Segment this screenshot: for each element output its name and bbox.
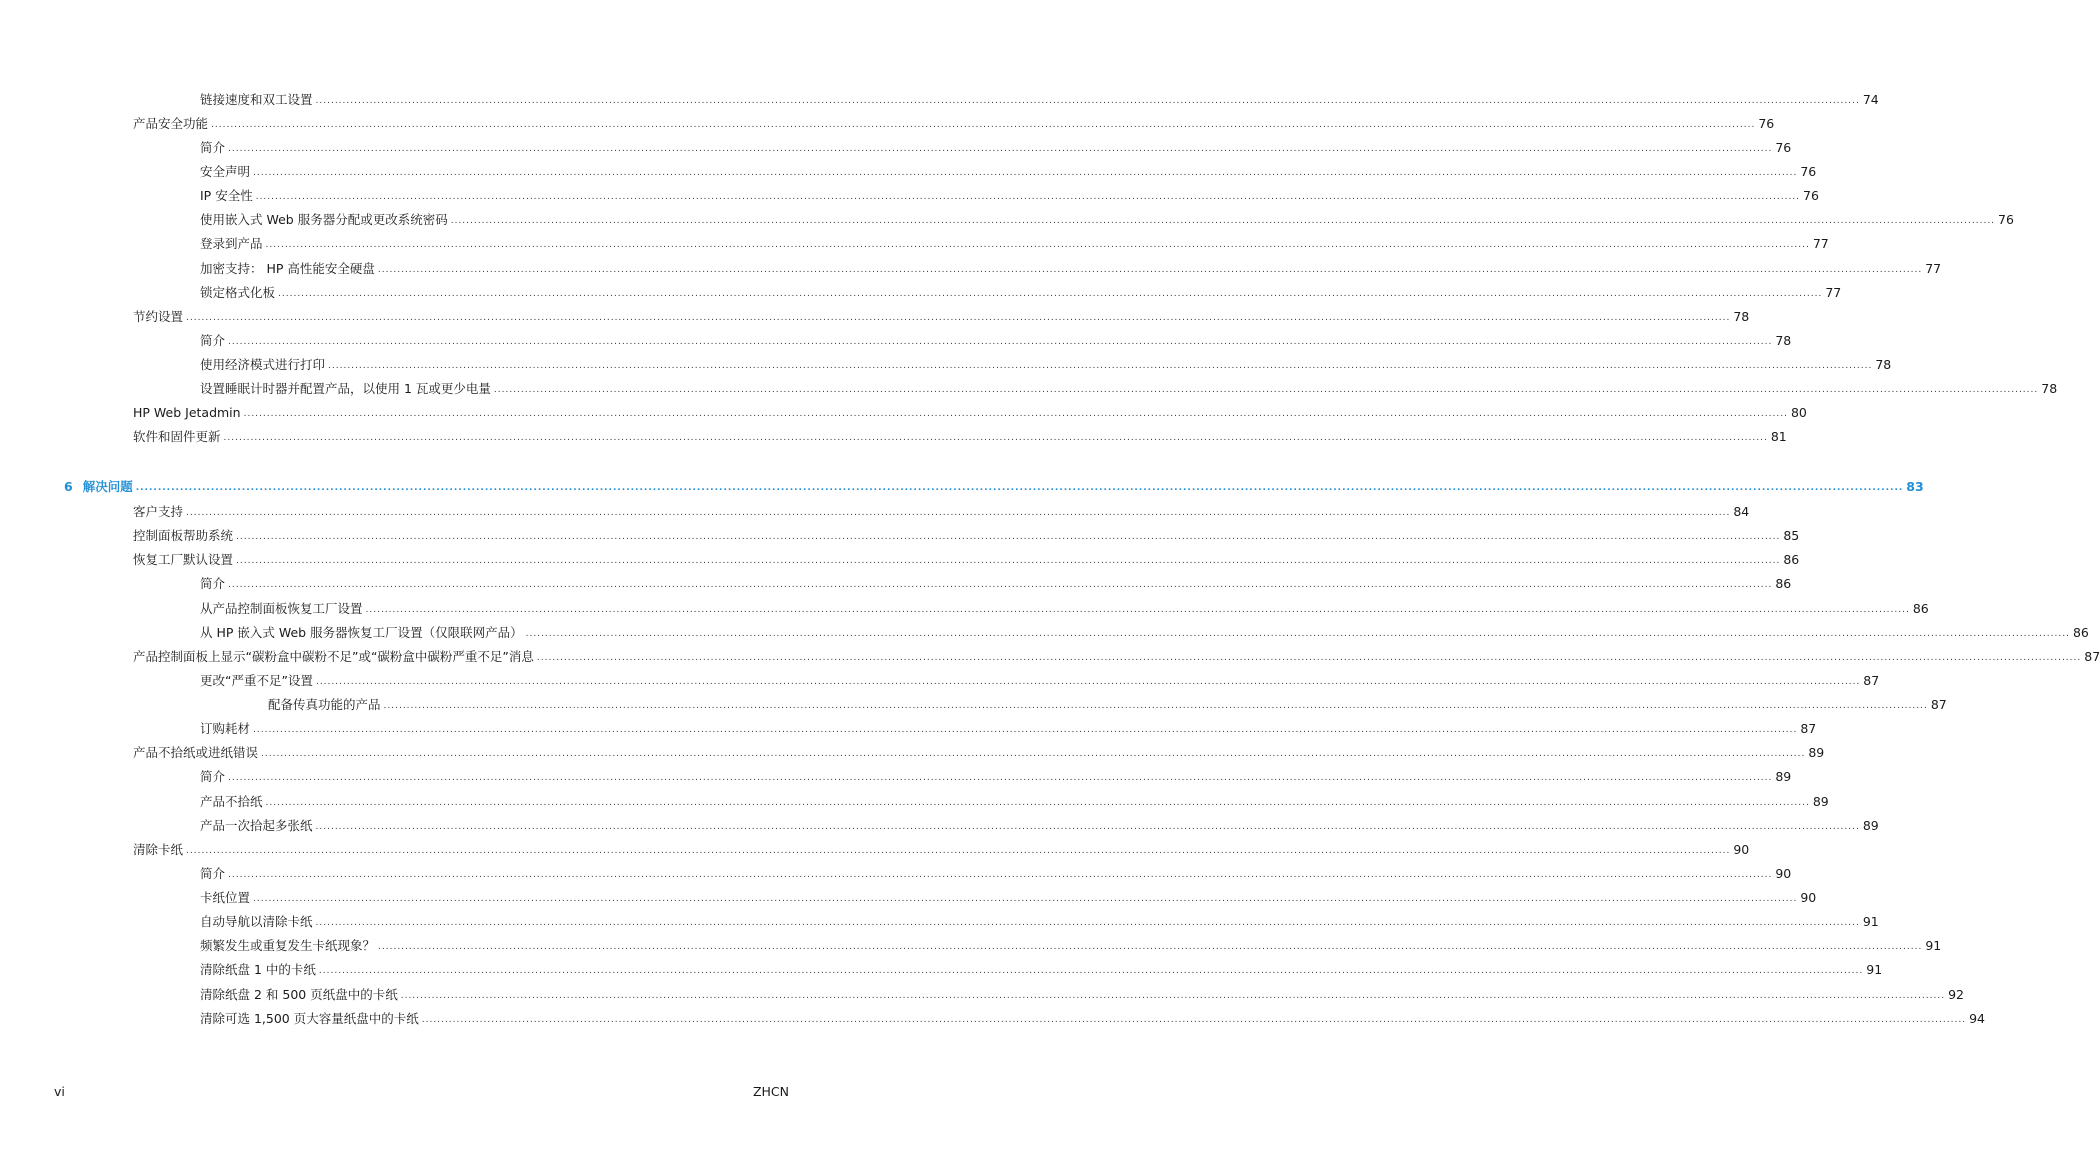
toc-page-number: 87 [2084,649,2100,664]
toc-entry-title: 产品控制面板上显示“碳粉盒中碳粉不足”或“碳粉盒中碳粉严重不足”消息 [133,649,534,664]
toc-entry-title: 卡纸位置 [200,890,251,905]
toc-page-number: 81 [1770,429,1787,444]
toc-page-number: 77 [1925,261,1942,276]
toc-entry-title: 简介 [200,140,226,155]
dot-leader: ................................................................................................................................................................................................................................................................................................................................................................................................................ [228,337,1773,347]
toc-page-number: 77 [1825,285,1842,300]
toc-page-number: 76 [1803,188,1819,203]
toc-page-number: 90 [1733,842,1750,857]
toc-page-number: 86 [2072,625,2089,640]
dot-leader: ................................................................................................................................................................................................................................................................................................................................................................................................................ [236,556,1781,566]
chapter-title: 解决问题 [82,479,133,494]
dot-leader: ................................................................................................................................................................................................................................................................................................................................................................................................................ [365,605,1910,615]
toc-entry-title: 加密支持： HP 高性能安全硬盘 [200,261,375,276]
toc-page-number: 85 [1783,528,1800,543]
dot-leader: ................................................................................................................................................................................................................................................................................................................................................................................................................ [315,677,1861,687]
toc-entry[interactable] [133,524,1800,544]
toc-page-number: 78 [1733,309,1750,324]
toc-page-number: 78 [2041,381,2058,396]
dot-leader: ................................................................................................................................................................................................................................................................................................................................................................................................................ [228,580,1773,590]
toc-entry-title: 安全声明 [200,164,251,179]
toc-entry-title: IP 安全性 [200,188,253,203]
dot-leader: ................................................................................................................................................................................................................................................................................................................................................................................................................ [315,96,1860,106]
dot-leader: ................................................................................................................................................................................................................................................................................................................................................................................................................ [253,725,1798,735]
dot-leader: ................................................................................................................................................................................................................................................................................................................................................................................................................ [228,144,1773,154]
toc-page-number: 74 [1862,92,1879,107]
toc-entry-title: 简介 [200,866,226,881]
toc-page-number: 77 [1812,236,1829,251]
toc-entry-title: 使用经济模式进行打印 [200,357,326,372]
dot-leader: ................................................................................................................................................................................................................................................................................................................................................................................................................ [253,168,1798,178]
page-number: vi [54,1084,65,1099]
dot-leader: ................................................................................................................................................................................................................................................................................................................................................................................................................ [223,433,1768,443]
toc-entry[interactable] [133,548,1800,568]
toc-page-number: 78 [1875,357,1892,372]
toc-entry-title: 自动导航以清除卡纸 [200,914,313,929]
toc-page-number: 89 [1808,745,1825,760]
toc-entry-title: 频繁发生或重复发生卡纸现象？ [200,938,376,953]
toc-entry[interactable] [200,572,1792,592]
toc-entry[interactable] [200,281,1842,301]
toc-page-number: 90 [1800,890,1817,905]
dot-leader: ................................................................................................................................................................................................................................................................................................................................................................................................................ [261,749,1806,759]
toc-page-number: 76 [1998,212,2014,227]
toc-page-number: 86 [1783,552,1800,567]
toc-entry-title: 链接速度和双工设置 [200,92,313,107]
toc-entry[interactable] [200,257,1942,277]
toc-entry[interactable] [133,401,1807,421]
toc-entry[interactable] [133,838,1750,858]
dot-leader: ................................................................................................................................................................................................................................................................................................................................................................................................................ [186,313,1731,323]
dot-leader: ................................................................................................................................................................................................................................................................................................................................................................................................................ [255,192,1801,202]
dot-leader: ................................................................................................................................................................................................................................................................................................................................................................................................................ [265,798,1810,808]
dot-leader: ................................................................................................................................................................................................................................................................................................................................................................................................................ [228,773,1773,783]
toc-entry-title: 简介 [200,576,226,591]
toc-entry[interactable] [200,184,1819,204]
toc-entry-title: 节约设置 [133,309,184,324]
toc-entry-title: 使用嵌入式 Web 服务器分配或更改系统密码 [200,212,448,227]
toc-page-number: 91 [1925,938,1942,953]
toc-page-number: 78 [1775,333,1792,348]
toc-page-number: 94 [1969,1011,1985,1026]
toc-page-number: 86 [1775,576,1792,591]
toc-page-number: 90 [1775,866,1792,881]
toc-entry[interactable] [200,232,1829,252]
toc-entry[interactable] [200,983,1964,1003]
toc-entry[interactable] [200,790,1829,810]
dot-leader: ................................................................................................................................................................................................................................................................................................................................................................................................................ [236,532,1781,542]
toc-entry-title: 产品不拾纸或进纸错误 [133,745,259,760]
dot-leader: ................................................................................................................................................................................................................................................................................................................................................................................................................ [377,265,1923,275]
toc-page-number: 87 [1800,721,1817,736]
dot-leader: ................................................................................................................................................................................................................................................................................................................................................................................................................ [421,1015,1967,1025]
dot-leader: ................................................................................................................................................................................................................................................................................................................................................................................................................ [383,701,1928,711]
dot-leader: ................................................................................................................................................................................................................................................................................................................................................................................................................ [525,629,2070,639]
dot-leader: ................................................................................................................................................................................................................................................................................................................................................................................................................ [265,240,1810,250]
toc-entry-title: 清除纸盘 1 中的卡纸 [200,962,316,977]
toc-entry[interactable] [200,765,1792,785]
toc-entry-title: 配备传真功能的产品 [268,697,381,712]
toc-entry-title: 产品安全功能 [133,116,209,131]
dot-leader: ................................................................................................................................................................................................................................................................................................................................................................................................................ [315,918,1860,928]
toc-page-number: 89 [1862,818,1879,833]
dot-leader: ................................................................................................................................................................................................................................................................................................................................................................................................................ [493,385,2039,395]
dot-leader: ................................................................................................................................................................................................................................................................................................................................................................................................................ [536,653,2082,663]
dot-leader: ................................................................................................................................................................................................................................................................................................................................................................................................................ [278,289,1823,299]
toc-entry-title: 锁定格式化板 [200,285,276,300]
toc-page-number: 83 [1906,479,1924,494]
toc-entry[interactable] [200,621,2089,641]
toc-entry[interactable] [200,1007,1985,1027]
toc-page-number: 91 [1862,914,1879,929]
toc-page-number: 87 [1863,673,1880,688]
toc-entry[interactable] [133,645,2100,665]
toc-entry-title [64,479,136,495]
toc-entry[interactable] [200,862,1792,882]
toc-page-number: 76 [1775,140,1792,155]
toc-entry[interactable] [200,377,2058,397]
toc-entry-title: 恢复工厂默认设置 [133,552,234,567]
toc-entry-title: 产品一次拾起多张纸 [200,818,313,833]
toc-entry[interactable] [200,958,1883,978]
toc-entry-title: 清除卡纸 [133,842,184,857]
toc-page-number: 76 [1800,164,1817,179]
dot-leader: ................................................................................................................................................................................................................................................................................................................................................................................................................ [211,120,1756,130]
dot-leader: ................................................................................................................................................................................................................................................................................................................................................................................................................ [186,508,1731,518]
toc-entry-title: 清除可选 1,500 页大容量纸盘中的卡纸 [200,1011,419,1026]
toc-page-number: 89 [1812,794,1829,809]
dot-leader: ................................................................................................................................................................................................................................................................................................................................................................................................................ [400,991,1946,1001]
toc-entry-title: 登录到产品 [200,236,263,251]
dot-leader: ................................................................................................................................................................................................................................................................................................................................................................................................................ [253,894,1798,904]
toc-entry-title: 产品不拾纸 [200,794,263,809]
toc-entry[interactable] [200,597,1929,617]
toc-entry-title: 简介 [200,769,226,784]
dot-leader: ................................................................................................................................................................................................................................................................................................................................................................................................................ [318,966,1864,976]
toc-entry[interactable] [200,329,1792,349]
toc-entry[interactable] [133,112,1775,132]
toc-entry[interactable] [200,910,1879,930]
dot-leader: ................................................................................................................................................................................................................................................................................................................................................................................................................ [450,216,1996,226]
toc-entry-title: 从 HP 嵌入式 Web 服务器恢复工厂设置（仅限联网产品） [200,625,523,640]
toc-page-number: 92 [1948,987,1964,1002]
toc-chapter-entry[interactable] [64,475,1924,495]
toc-entry[interactable] [200,669,1880,689]
toc-page-number: 86 [1912,601,1929,616]
toc-entry-title: 清除纸盘 2 和 500 页纸盘中的卡纸 [200,987,398,1002]
toc-entry-title: HP Web Jetadmin [133,405,241,420]
toc-entry[interactable] [133,305,1750,325]
dot-leader: ................................................................................................................................................................................................................................................................................................................................................................................................................ [243,409,1788,419]
toc-entry-title: 更改“严重不足”设置 [200,673,313,688]
toc-entry[interactable] [133,425,1787,445]
dot-leader: ................................................................................................................................................................................................................................................................................................................................................................................................................ [135,483,1904,493]
toc-entry[interactable] [200,717,1817,737]
toc-entry-title: 简介 [200,333,226,348]
toc-page-number: 80 [1790,405,1807,420]
toc-page-number: 84 [1733,504,1750,519]
toc-entry[interactable] [200,160,1817,180]
toc-entry[interactable] [200,886,1817,906]
toc-entry[interactable] [200,88,1879,108]
toc-entry[interactable] [200,814,1879,834]
language-code: ZHCN [752,1084,789,1099]
toc-entry[interactable] [200,353,1892,373]
toc-entry-title: 设置睡眠计时器并配置产品，以使用 1 瓦或更少电量 [200,381,491,396]
dot-leader: ................................................................................................................................................................................................................................................................................................................................................................................................................ [186,846,1731,856]
chapter-number: 6 [64,479,73,494]
toc-entry[interactable] [268,693,1947,713]
dot-leader: ................................................................................................................................................................................................................................................................................................................................................................................................................ [328,361,1873,371]
toc-entry-title: 订购耗材 [200,721,251,736]
toc-entry[interactable] [133,741,1825,761]
toc-page-number: 91 [1866,962,1883,977]
toc-page-number: 76 [1758,116,1775,131]
toc-entry[interactable] [200,208,2014,228]
toc-entry-title: 控制面板帮助系统 [133,528,234,543]
toc-entry-title: 从产品控制面板恢复工厂设置 [200,601,363,616]
toc-entry-title: 软件和固件更新 [133,429,221,444]
dot-leader: ................................................................................................................................................................................................................................................................................................................................................................................................................ [228,870,1773,880]
toc-entry-title: 客户支持 [133,504,184,519]
dot-leader: ................................................................................................................................................................................................................................................................................................................................................................................................................ [378,942,1923,952]
dot-leader: ................................................................................................................................................................................................................................................................................................................................................................................................................ [315,822,1860,832]
toc-entry[interactable] [133,500,1750,520]
toc-entry[interactable] [200,136,1792,156]
toc-page-number: 87 [1930,697,1947,712]
toc-entry[interactable] [200,934,1942,954]
toc-page-number: 89 [1775,769,1792,784]
